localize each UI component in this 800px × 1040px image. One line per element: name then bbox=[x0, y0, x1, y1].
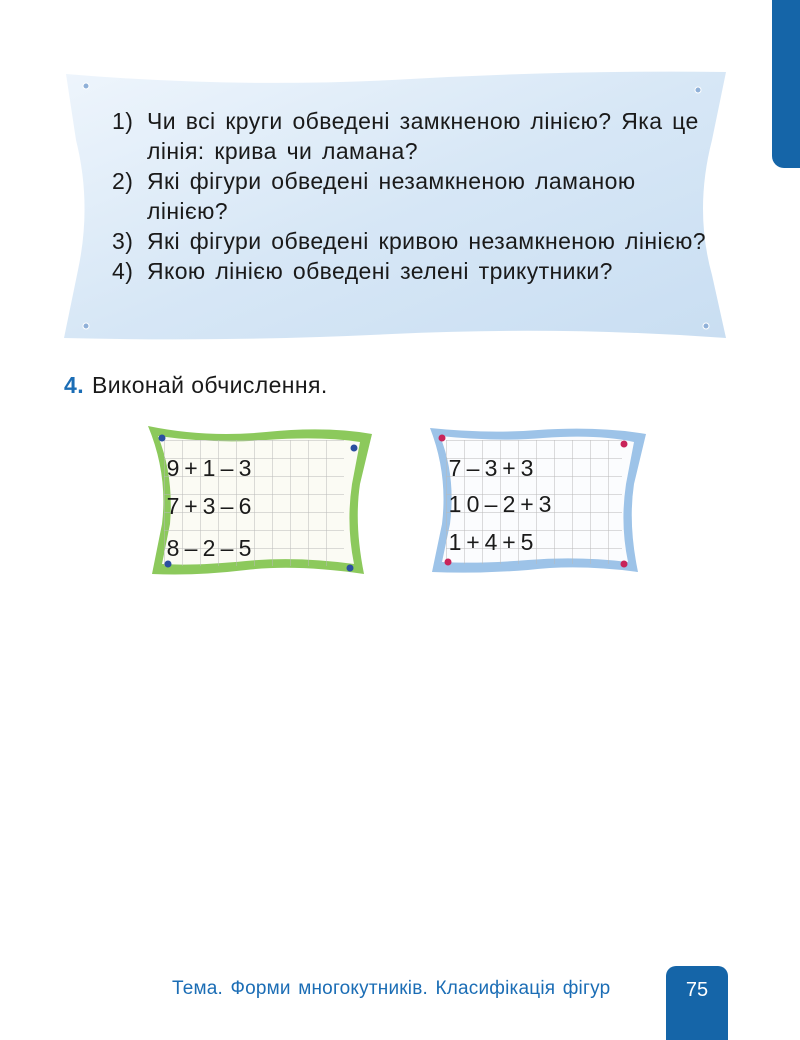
expression-row bbox=[446, 490, 554, 518]
question-text: Які фігури обведені незамкненою ламаною лінією? bbox=[147, 168, 636, 224]
expression-cell: 2 bbox=[202, 535, 216, 561]
expression-row bbox=[164, 492, 254, 520]
expression-cell: + bbox=[520, 491, 534, 517]
question-text: Якою лінією обведені зелені трикутники? bbox=[147, 258, 613, 284]
expression-cell: – bbox=[466, 455, 480, 481]
question-number: 2) bbox=[112, 168, 134, 194]
expression-cell: 7 bbox=[166, 493, 180, 519]
expression-cell: 0 bbox=[466, 491, 480, 517]
question-number: 4) bbox=[112, 258, 134, 284]
expression-cell: + bbox=[466, 529, 480, 555]
expression-cell: 2 bbox=[502, 491, 516, 517]
expression-cell: 9 bbox=[166, 455, 180, 481]
blue-expression-card bbox=[428, 424, 648, 576]
expression-cell: + bbox=[502, 529, 516, 555]
question-number: 3) bbox=[112, 228, 134, 254]
expression-cell: 3 bbox=[520, 455, 534, 481]
task-heading bbox=[64, 372, 328, 399]
question-item bbox=[112, 166, 712, 226]
expression-cell: 1 bbox=[448, 491, 462, 517]
expression-cell: – bbox=[220, 493, 234, 519]
section-edge-tab bbox=[772, 0, 800, 168]
task-text: Виконай обчислення. bbox=[91, 372, 328, 398]
expression-row bbox=[164, 454, 254, 482]
expression-cell: 5 bbox=[238, 535, 252, 561]
questions-banner bbox=[62, 70, 728, 342]
expression-cell: 3 bbox=[538, 491, 552, 517]
expression-cell: – bbox=[220, 455, 234, 481]
expression-cell: 5 bbox=[520, 529, 534, 555]
expression-cell: + bbox=[184, 493, 198, 519]
expression-cell: 1 bbox=[202, 455, 216, 481]
expression-cell: – bbox=[184, 535, 198, 561]
task-number: 4. bbox=[64, 372, 84, 398]
page-number: 75 bbox=[685, 979, 709, 1001]
footer-topic: Тема. Форми многокутників. Класифікація фігур bbox=[172, 978, 611, 999]
question-item bbox=[112, 226, 712, 256]
expression-cell: 3 bbox=[202, 493, 216, 519]
expression-cell: 1 bbox=[448, 529, 462, 555]
expression-cell: + bbox=[502, 455, 516, 481]
page-number-box bbox=[666, 966, 728, 1040]
expression-row bbox=[446, 528, 536, 556]
expression-cell: 6 bbox=[238, 493, 252, 519]
question-number: 1) bbox=[112, 108, 134, 134]
question-item bbox=[112, 106, 712, 166]
expression-cell: 3 bbox=[238, 455, 252, 481]
green-expression-card bbox=[146, 424, 374, 578]
expression-row bbox=[164, 534, 254, 562]
expression-cell: 7 bbox=[448, 455, 462, 481]
expression-cell: – bbox=[220, 535, 234, 561]
expression-cell: – bbox=[484, 491, 498, 517]
expression-cell: + bbox=[184, 455, 198, 481]
question-text: Чи всі круги обведені замкненою лінією? Яка це лінія: крива чи ламана? bbox=[147, 108, 699, 164]
question-text: Які фігури обведені кривою незамкненою лінією? bbox=[147, 228, 706, 254]
expression-cell: 4 bbox=[484, 529, 498, 555]
questions-list bbox=[112, 106, 712, 286]
expression-row bbox=[446, 454, 536, 482]
expression-cell: 3 bbox=[484, 455, 498, 481]
question-item bbox=[112, 256, 712, 286]
expression-cell: 8 bbox=[166, 535, 180, 561]
